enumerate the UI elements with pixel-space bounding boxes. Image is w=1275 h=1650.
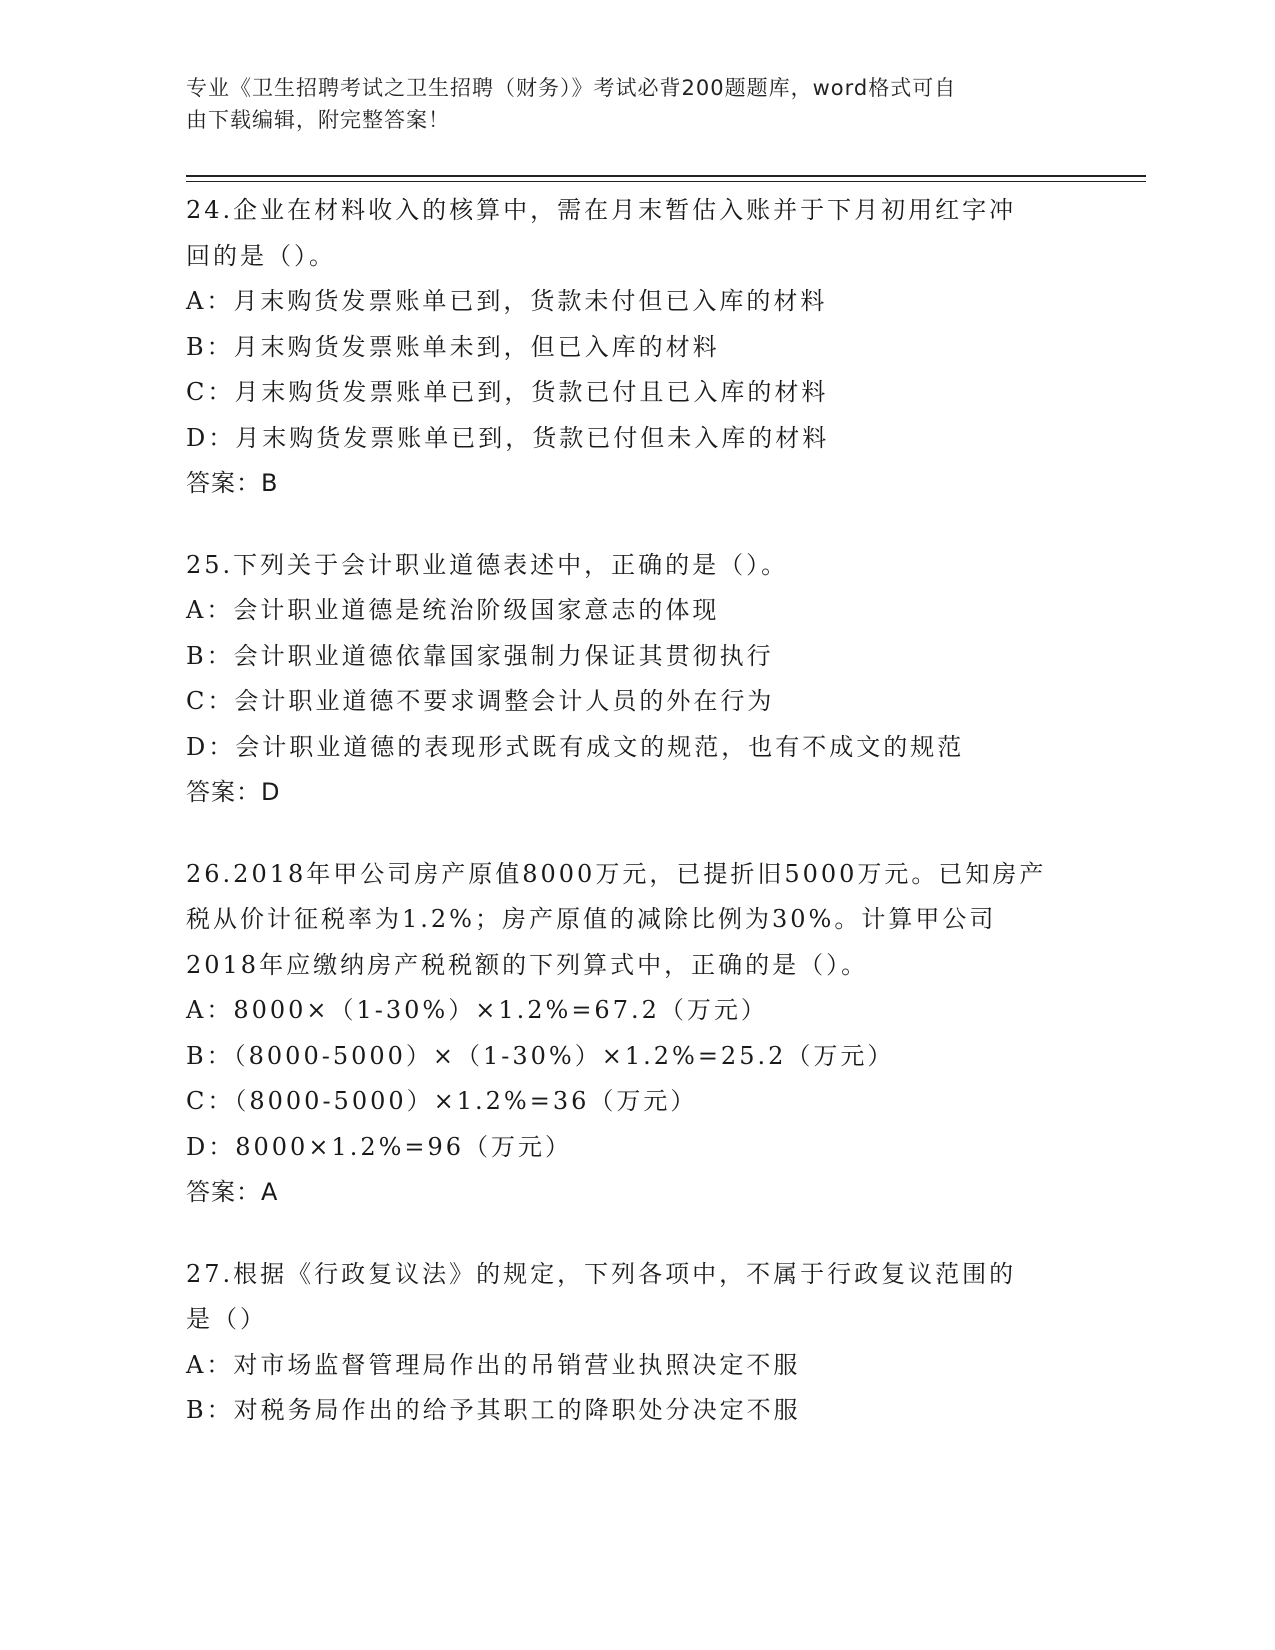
option-c: C：月末购货发票账单已到，货款已付且已入库的材料 (186, 378, 829, 406)
document-header (186, 72, 1066, 136)
question-stem: 税从价计征税率为1.2%；房产原值的减除比例为30%。计算甲公司 (186, 905, 997, 933)
option-a: A：会计职业道德是统治阶级国家意志的体现 (186, 596, 720, 624)
option-c: C：（8000-5000）×1.2%=36（万元） (186, 1087, 698, 1115)
question-stem: 24.企业在材料收入的核算中，需在月末暂估入账并于下月初用红字冲 (186, 196, 1017, 224)
option-b: B：月末购货发票账单未到，但已入库的材料 (186, 332, 720, 361)
question-27 (186, 1252, 1086, 1434)
question-stem: 是（） (186, 1305, 267, 1333)
option-a: A：对市场监督管理局作出的吊销营业执照决定不服 (186, 1350, 801, 1379)
option-c: C：会计职业道德不要求调整会计人员的外在行为 (186, 687, 775, 715)
option-d: D：8000×1.2%=96（万元） (186, 1132, 573, 1161)
option-b: B：（8000-5000）×（1-30%）×1.2%=25.2（万元） (186, 1041, 895, 1070)
question-stem: 26.2018年甲公司房产原值8000万元，已提折旧5000万元。已知房产 (186, 859, 1047, 888)
question-list (186, 188, 1086, 1470)
question-26 (186, 852, 1086, 1216)
answer: 答案：A (186, 1178, 279, 1206)
question-stem: 回的是（）。 (186, 241, 336, 270)
header-rule-thin (186, 181, 1146, 182)
header-rule-thick (186, 175, 1146, 177)
option-d: D：月末购货发票账单已到，货款已付但未入库的材料 (186, 423, 830, 452)
question-25 (186, 543, 1086, 816)
question-stem: 27.根据《行政复议法》的规定，下列各项中，不属于行政复议范围的 (186, 1259, 1017, 1288)
option-b: B：会计职业道德依靠国家强制力保证其贯彻执行 (186, 641, 774, 670)
question-stem: 2018年应缴纳房产税税额的下列算式中，正确的是（）。 (186, 950, 869, 979)
question-24 (186, 188, 1086, 507)
option-b: B：对税务局作出的给予其职工的降职处分决定不服 (186, 1396, 801, 1424)
option-a: A：8000×（1-30%）×1.2%=67.2（万元） (186, 996, 768, 1024)
option-a: A：月末购货发票账单已到，货款未付但已入库的材料 (186, 287, 828, 315)
header-line-2: 由下载编辑，附完整答案！ (186, 108, 450, 132)
question-stem: 25.下列关于会计职业道德表述中，正确的是（）。 (186, 550, 789, 579)
answer: 答案：D (186, 778, 281, 806)
header-line-1: 专业《卫生招聘考试之卫生招聘（财务）》考试必背200题题库，word格式可自 (186, 76, 957, 100)
answer: 答案：B (186, 469, 279, 497)
option-d: D：会计职业道德的表现形式既有成文的规范，也有不成文的规范 (186, 732, 965, 761)
